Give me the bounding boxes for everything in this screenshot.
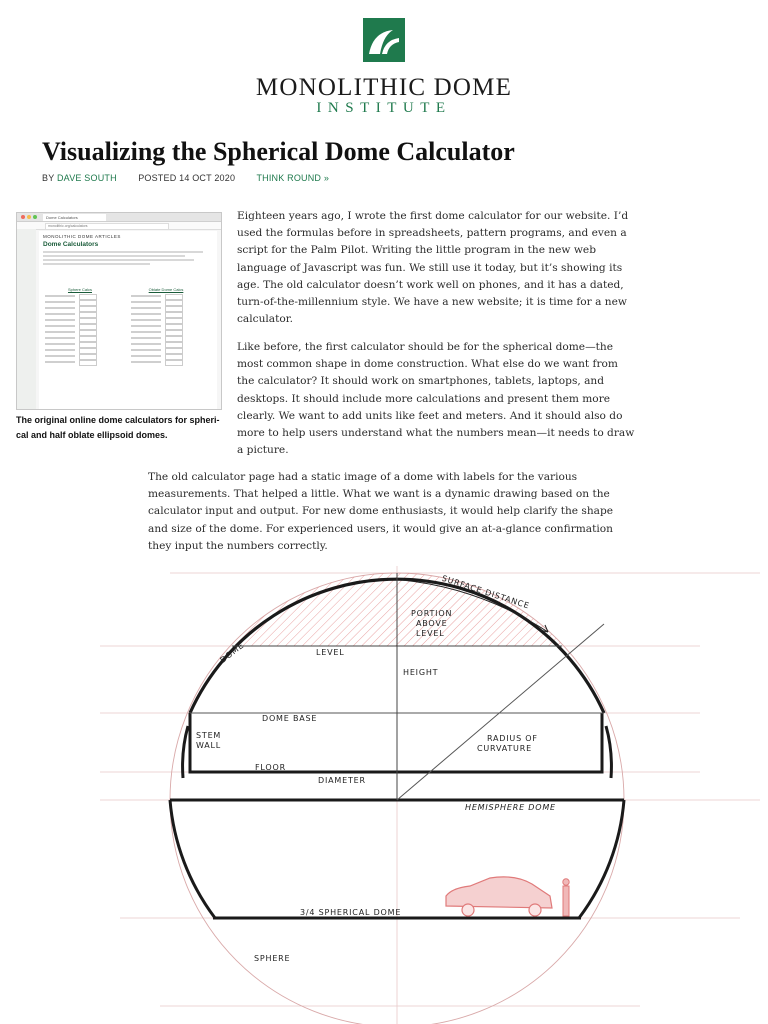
screenshot-col1-title: Sphere Calcs [67, 287, 92, 292]
label-level: LEVEL [316, 648, 345, 657]
label-floor: FLOOR [255, 763, 286, 772]
browser-tab: Dome Calculators [43, 214, 106, 221]
old-calculator-screenshot [16, 212, 222, 410]
screenshot-header: MONOLITHIC DOME ARTICLES [43, 234, 121, 239]
stem-walls-floor [190, 713, 602, 772]
screenshot-content [39, 231, 217, 409]
browser-urlbar [17, 222, 221, 230]
screenshot-sphere-column [45, 287, 115, 366]
paragraph-requirements: Like before, the first calculator should be for the spherical dome—the most common shape in dome construction. What else do we want from the calculator? It should work on smartphones, tablets, laptops, and desktops. It should include more calculations and present them more clearly. We want to add units like feet and meters. And it should also do more to help users understand what the numbers mean—it needs to draw a picture. [237, 341, 635, 457]
figure-caption: The original online dome calculators for spheri- cal and half oblate ellipsoid domes. [16, 415, 220, 440]
site-logo[interactable] [0, 18, 768, 62]
label-portion-3: LEVEL [416, 629, 445, 638]
label-radius-1: RADIUS OF [487, 734, 538, 743]
category-link[interactable]: THINK ROUND » [256, 173, 330, 183]
person-scale-icon [563, 879, 569, 916]
brand-name: MONOLITHIC DOME [255, 74, 513, 101]
browser-url: monolithic.org/calculators [45, 223, 169, 230]
paragraph-intro: Eighteen years ago, I wrote the first dome calculator for our website. I’d used the formulas before in spreadsheets, pattern programs, and even a script for the Palm Pilot. Writing the little program in the new web language of Javascript was fun. We still use it today, but it’s showing its age. The old calculator doesn’t work well on phones, and it has a dated, turn-of-the-millennium style. We have a new website; it is time for a new calculator. [237, 210, 629, 326]
label-dome: DOME [218, 640, 246, 665]
browser-titlebar [17, 213, 221, 222]
label-sphere: SPHERE [254, 954, 291, 963]
label-height: HEIGHT [403, 668, 439, 677]
article-title: Visualizing the Spherical Dome Calculator [42, 137, 515, 166]
label-stem-1: STEM [196, 731, 222, 740]
label-surface-distance: SURFACE DISTANCE [440, 573, 531, 611]
author-link[interactable]: DAVE SOUTH [56, 173, 117, 183]
screenshot-col2-title: Oblate Dome Calcs [148, 287, 184, 292]
car-scale-icon [446, 877, 552, 916]
label-diameter: DIAMETER [318, 776, 366, 785]
label-stem-2: WALL [196, 741, 222, 750]
label-portion-1: PORTION [411, 609, 453, 618]
radius-line [397, 624, 604, 800]
screenshot-sidebar [17, 229, 36, 409]
label-portion-2: ABOVE [416, 619, 448, 628]
label-hemisphere: HEMISPHERE DOME [465, 803, 556, 812]
label-dome-base: DOME BASE [262, 714, 318, 723]
brand-subtitle: INSTITUTE [316, 100, 452, 116]
label-radius-2: CURVATURE [477, 744, 532, 753]
label-three-quarter: 3/4 SPHERICAL DOME [300, 908, 402, 917]
screenshot-heading: Dome Calculators [43, 241, 99, 248]
article-meta [42, 173, 329, 183]
posted-date: POSTED 14 OCT 2020 [138, 173, 236, 183]
dome-logo-icon [363, 18, 405, 62]
paragraph-drawing: The old calculator page had a static image of a dome with labels for the various measurements. That helped a little. What we want is a dynamic drawing based on the calculator input and output. For new dome enthusiasts, it would help clarify the shape and size of the dome. For experienced users, it would give an at-a-glance confirmation they input the numbers correctly. [148, 471, 614, 552]
screenshot-oblate-column [131, 287, 201, 366]
by-label: BY [42, 173, 55, 183]
dome-diagram [0, 566, 768, 1024]
